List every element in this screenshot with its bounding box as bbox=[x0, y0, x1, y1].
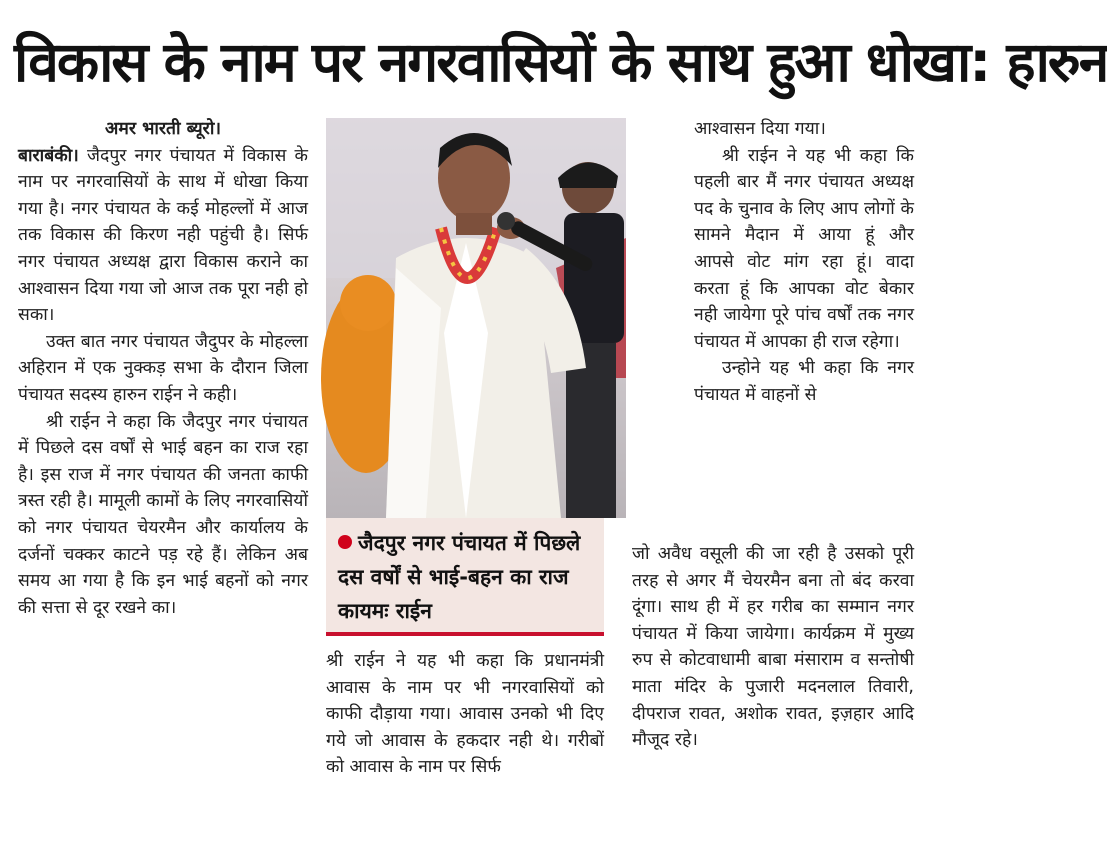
right-paragraph-1: श्री राईन ने यह भी कहा कि पहली बार मैं नगर पंचायत अध्यक्ष पद के चुनाव के लिए आप लोगों के सामने मैदान में आया हूं और आपसे वोट मांग रहा हूं। वादा करता हूं कि आपका वोट बेकार नही जायेगा पूरे पांच वर्षों तक नगर पंचायत में आपका ही राज रहेगा। bbox=[694, 145, 914, 352]
byline: अमर भारती ब्यूरो। bbox=[104, 119, 221, 139]
caption-label: जैदपुर नगर पंचायत में पिछले दस वर्षों से भाई-बहन का राज कायमः राईन bbox=[338, 531, 581, 623]
speaker-photo-illustration bbox=[326, 118, 626, 518]
photo-caption bbox=[326, 518, 604, 636]
right-paragraph-3: जो अवैध वसूली की जा रही है उसको पूरी तरह से अगर मैं चेयरमैन बना तो बंद करवा दूंगा। साथ ही में हर गरीब का सम्मान नगर पंचायत में किया जायेगा। कार्यक्रम में मुख्य रुप से कोटवाधामी बाबा मंसाराम व सन्तोषी माता मंदिर के पुजारी मदनलाल तिवारी, दीपराज रावत, अशोक रावत, इज़हार आदि मौजूद रहे। bbox=[632, 544, 914, 751]
speaker-photo bbox=[326, 118, 626, 518]
left-column bbox=[18, 116, 308, 621]
right-column-bottom bbox=[632, 541, 914, 754]
left-paragraph-3: श्री राईन ने कहा कि जैदपुर नगर पंचायत में पिछले दस वर्षों से भाई बहन का राज रहा है। इस राज में नगर पंचायत की जनता काफी त्रस्त रही है। मामूली कामों के लिए नगरवासियों को नगर पंचायत चेयरमैन और कार्यालय के दर्जनों चक्कर काटने पड़ रहे हैं। लेकिन अब समय आ गया है कि इन भाई बहनों को नगर की सत्ता से दूर रखने का। bbox=[18, 411, 308, 618]
right-paragraph-0: आश्वासन दिया गया। bbox=[694, 119, 826, 139]
dateline: बाराबंकी। bbox=[18, 145, 79, 166]
bullet-icon bbox=[338, 535, 352, 549]
caption-text bbox=[338, 526, 594, 628]
right-paragraph-2: उन्होने यह भी कहा कि नगर पंचायत में वाहनों से bbox=[694, 358, 914, 405]
left-paragraph-1-text: जैदपुर नगर पंचायत में विकास के नाम पर नगरवासियों के साथ में धोखा किया गया है। नगर पंचायत के कई मोहल्लों में आज तक विकास की किरण नही पहुंची है। सिर्फ नगर पंचायत अध्यक्ष द्वारा विकास कराने का आश्वासन दिया गया जो आज तक पूरा नही हो सका। bbox=[18, 145, 308, 326]
left-paragraph-1 bbox=[18, 143, 308, 329]
right-column-top bbox=[694, 116, 914, 409]
middle-column bbox=[326, 648, 604, 781]
middle-paragraph-1: श्री राईन ने यह भी कहा कि प्रधानमंत्री आवास के नाम पर भी नगरवासियों को काफी दौड़ाया गया। आवास उनको भी दिए गये जो आवास के हकदार नही थे। गरीबों को आवास के नाम पर सिर्फ bbox=[326, 651, 604, 778]
left-paragraph-2: उक्त बात नगर पंचायत जैदुपर के मोहल्ला अहिरान में एक नुक्कड़ सभा के दौरान जिला पंचायत सदस्य हारुन राईन ने कही। bbox=[18, 331, 308, 405]
headline: विकास के नाम पर नगरवासियों के साथ हुआ धोखा: हारुन bbox=[14, 30, 1107, 94]
